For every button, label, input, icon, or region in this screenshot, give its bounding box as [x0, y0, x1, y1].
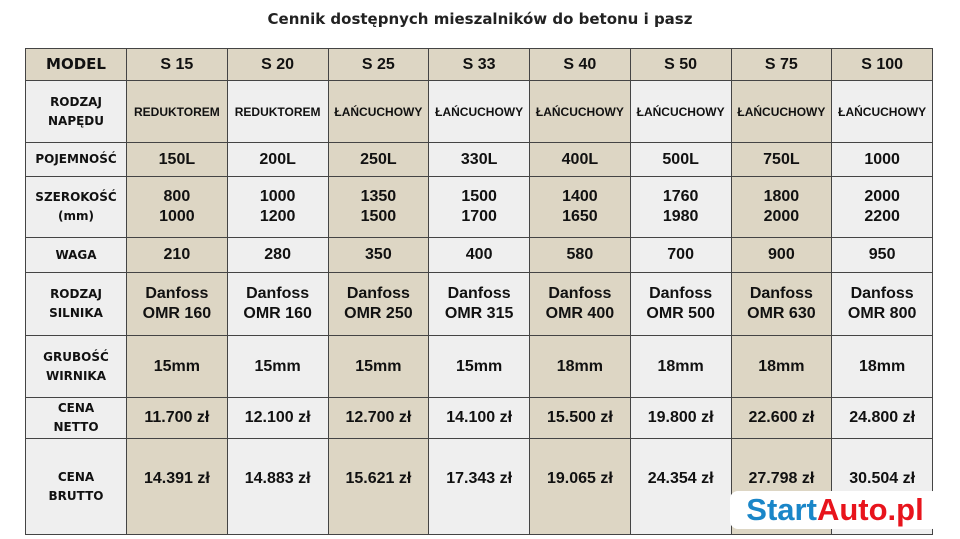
table-cell [127, 398, 228, 439]
cell-text: 27.798 zł [748, 470, 815, 487]
cell-text: 1980 [662, 208, 699, 225]
cell-text: 800 [163, 188, 191, 205]
table-cell [328, 238, 429, 273]
cell-text: Danfoss [246, 285, 310, 302]
cell-text: REDUKTOREM [234, 104, 321, 119]
table-cell [227, 273, 328, 336]
price-table [25, 48, 933, 535]
header-row [26, 49, 933, 81]
cell-text: 350 [365, 246, 392, 263]
table-cell [127, 177, 228, 238]
cell-text: 15mm [456, 357, 503, 375]
cell-text: REDUKTOREM [133, 104, 220, 119]
cell-text: RODZAJ [50, 94, 102, 109]
cell-text: S 50 [664, 55, 698, 73]
table-cell [429, 273, 530, 336]
cell-text: Danfoss [447, 285, 511, 302]
cell-text: 1000 [159, 208, 195, 225]
cell-text: ŁAŃCUCHOWY [435, 104, 524, 119]
cell-text: OMR 400 [545, 305, 615, 322]
cell-text: ŁAŃCUCHOWY [535, 104, 624, 119]
table-cell [227, 439, 328, 535]
table-cell [731, 177, 832, 238]
row-label [26, 238, 127, 273]
cell-text: ŁAŃCUCHOWY [737, 104, 826, 119]
table-cell [328, 273, 429, 336]
table-row [26, 238, 933, 273]
model-header [832, 49, 933, 81]
cell-text: 18mm [657, 357, 704, 375]
cell-text: Danfoss [850, 285, 914, 302]
table-cell [227, 81, 328, 143]
cell-text: GRUBOŚĆ [43, 349, 109, 364]
row-label [26, 273, 127, 336]
table-cell [530, 143, 631, 177]
cell-text: MODEL [46, 55, 106, 73]
startauto-logo [730, 491, 940, 529]
row-label [26, 143, 127, 177]
model-header [429, 49, 530, 81]
table-cell [630, 439, 731, 535]
table-row [26, 81, 933, 143]
table-cell [530, 273, 631, 336]
cell-text: OMR 315 [444, 305, 514, 322]
cell-text: POJEMNOŚĆ [35, 152, 117, 166]
table-cell [630, 336, 731, 398]
table-cell [832, 177, 933, 238]
cell-text: 24.800 zł [849, 409, 916, 426]
cell-text: ŁAŃCUCHOWY [838, 104, 927, 119]
table-cell [127, 336, 228, 398]
cell-text: OMR 160 [142, 305, 212, 322]
table-cell [127, 273, 228, 336]
cell-text: 1760 [662, 188, 699, 205]
cell-text: S 20 [261, 55, 295, 73]
table-row [26, 273, 933, 336]
table-cell [731, 273, 832, 336]
cell-text: 14.391 zł [143, 470, 210, 487]
cell-text: OMR 160 [243, 305, 312, 322]
row-label [26, 336, 127, 398]
cell-text: Danfoss [346, 285, 410, 302]
cell-text: S 100 [861, 55, 904, 73]
cell-text: 400L [561, 150, 599, 168]
table-cell [328, 177, 429, 238]
cell-text: 330L [460, 150, 498, 168]
table-cell [328, 439, 429, 535]
cell-text: S 15 [160, 55, 194, 73]
cell-text: 14.100 zł [446, 409, 513, 426]
cell-text: CENA [57, 469, 95, 484]
table-cell [429, 143, 530, 177]
cell-text: 18mm [859, 357, 906, 375]
logo-part2: Auto.pl [816, 492, 924, 527]
row-label [26, 81, 127, 143]
cell-text: 1500 [461, 188, 497, 205]
cell-text: 900 [768, 246, 795, 263]
cell-text: 22.600 zł [748, 409, 815, 426]
table-cell [227, 336, 328, 398]
cell-text: WIRNIKA [45, 368, 107, 383]
cell-text: S 40 [563, 55, 597, 73]
cell-text: S 25 [361, 55, 395, 73]
cell-text: 15mm [355, 357, 402, 375]
table-cell [328, 336, 429, 398]
cell-text: 1650 [562, 208, 598, 225]
cell-text: 500L [662, 150, 699, 168]
cell-text: S 33 [462, 55, 496, 73]
table-cell [429, 336, 530, 398]
cell-text: 11.700 zł [144, 409, 210, 426]
table-cell [630, 177, 731, 238]
cell-text: 700 [667, 246, 694, 263]
cell-text: (mm) [58, 209, 94, 223]
cell-text: 15mm [153, 357, 200, 375]
table-cell [731, 398, 832, 439]
table-cell [731, 143, 832, 177]
table-cell [127, 143, 228, 177]
cell-text: WAGA [55, 247, 97, 262]
cell-text: Danfoss [145, 285, 209, 302]
table-cell [227, 398, 328, 439]
model-header [530, 49, 631, 81]
model-header [731, 49, 832, 81]
table-cell [227, 177, 328, 238]
table-cell [127, 439, 228, 535]
table-cell [429, 439, 530, 535]
table-cell [328, 398, 429, 439]
cell-text: 1200 [259, 208, 296, 225]
model-header [328, 49, 429, 81]
cell-text: 2000 [763, 208, 800, 225]
cell-text: BRUTTO [48, 488, 104, 503]
table-cell [530, 439, 631, 535]
table-cell [429, 81, 530, 143]
table-cell [328, 81, 429, 143]
table-cell [429, 177, 530, 238]
table-cell [630, 81, 731, 143]
cell-text: 12.100 zł [244, 409, 311, 426]
row-label [26, 398, 127, 439]
cell-text: S 75 [764, 55, 798, 73]
model-header [227, 49, 328, 81]
cell-text: 1700 [461, 208, 497, 225]
table-cell [630, 398, 731, 439]
table-row [26, 143, 933, 177]
cell-text: 1500 [360, 208, 397, 225]
table-cell [630, 273, 731, 336]
table-row [26, 336, 933, 398]
table-cell [630, 238, 731, 273]
table-cell [429, 398, 530, 439]
cell-text: RODZAJ [50, 287, 102, 301]
table-row [26, 398, 933, 439]
cell-text: 14.883 zł [244, 470, 311, 487]
table-cell [731, 81, 832, 143]
cell-text: 19.065 zł [546, 470, 613, 487]
table-cell [832, 81, 933, 143]
cell-text: NAPĘDU [47, 113, 105, 128]
cell-text: Danfoss [548, 285, 612, 302]
table-cell [832, 273, 933, 336]
cell-text: 24.354 zł [647, 470, 714, 487]
cell-text: SILNIKA [49, 306, 103, 320]
cell-text: 30.504 zł [849, 470, 916, 487]
cell-text: 2000 [864, 188, 900, 205]
cell-text: 1000 [259, 188, 296, 205]
table-cell [127, 81, 228, 143]
model-header [127, 49, 228, 81]
table-cell [227, 143, 328, 177]
header-label [26, 49, 127, 81]
cell-text: 18mm [556, 357, 603, 375]
table-cell [328, 143, 429, 177]
cell-text: 19.800 zł [647, 409, 714, 426]
cell-text: 750L [763, 150, 800, 168]
cell-text: SZEROKOŚĆ [35, 190, 117, 204]
cell-text: 280 [264, 246, 291, 263]
cell-text: 18mm [758, 357, 805, 375]
cell-text: CENA [57, 401, 95, 415]
cell-text: 17.343 zł [446, 470, 513, 487]
cell-text: Danfoss [649, 285, 713, 302]
table-cell [530, 238, 631, 273]
cell-text: 250L [360, 150, 397, 168]
cell-text: 1800 [763, 188, 800, 205]
cell-text: OMR 630 [747, 305, 816, 322]
row-label [26, 177, 127, 238]
cell-text: 2200 [864, 208, 900, 225]
table-cell [731, 238, 832, 273]
cell-text: 12.700 zł [345, 409, 412, 426]
cell-text: Danfoss [749, 285, 813, 302]
cell-text: 1000 [864, 150, 900, 168]
page-title: Cennik dostępnych mieszalników do betonu i pasz [267, 10, 693, 28]
cell-text: 200L [259, 150, 296, 168]
table-cell [429, 238, 530, 273]
table-cell [832, 336, 933, 398]
cell-text: 210 [163, 246, 191, 263]
table-cell [530, 81, 631, 143]
cell-text: 150L [158, 150, 196, 168]
cell-text: OMR 500 [646, 305, 715, 322]
cell-text: OMR 250 [344, 305, 413, 322]
table-cell [227, 238, 328, 273]
table-cell [731, 336, 832, 398]
cell-text: 15.500 zł [546, 409, 613, 426]
cell-text: 580 [566, 246, 594, 263]
cell-text: OMR 800 [847, 305, 917, 322]
logo-part1: Start [746, 492, 817, 527]
cell-text: 1400 [562, 188, 598, 205]
cell-text: 1350 [360, 188, 397, 205]
table-cell [530, 336, 631, 398]
model-header [630, 49, 731, 81]
cell-text: 950 [868, 246, 896, 263]
table-cell [630, 143, 731, 177]
cell-text: ŁAŃCUCHOWY [334, 104, 423, 119]
cell-text: 400 [465, 246, 493, 263]
table-cell [530, 177, 631, 238]
cell-text: 15mm [254, 357, 301, 375]
cell-text: ŁAŃCUCHOWY [636, 104, 725, 119]
cell-text: NETTO [53, 420, 99, 434]
table-cell [832, 238, 933, 273]
table-cell [127, 238, 228, 273]
table-cell [832, 398, 933, 439]
table-row [26, 177, 933, 238]
row-label [26, 439, 127, 535]
cell-text: 15.621 zł [345, 470, 412, 487]
table-cell [530, 398, 631, 439]
table-cell [832, 143, 933, 177]
